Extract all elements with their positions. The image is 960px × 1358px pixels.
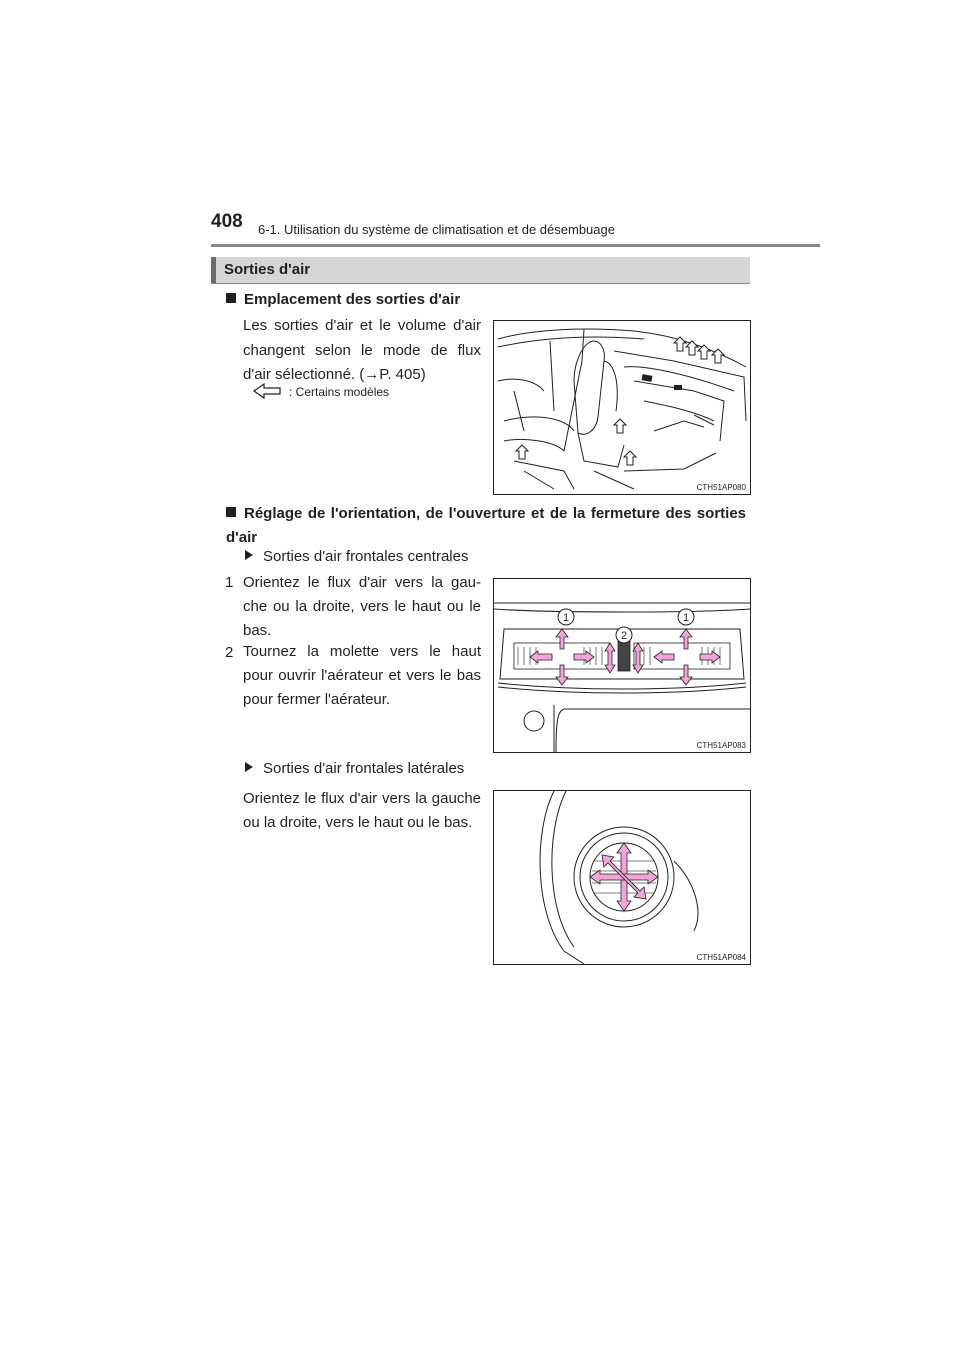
figure-code: CTH51AP080	[696, 483, 746, 492]
center-vents-illustration	[494, 579, 750, 752]
location-heading	[226, 288, 766, 312]
center-vents-title-text: Sorties d'air frontales centrales	[263, 548, 469, 565]
location-heading-text: Emplacement des sorties d'air	[244, 291, 461, 308]
legend-text: : Certains modèles	[289, 385, 390, 399]
section-title: Sorties d'air	[224, 261, 311, 278]
step-1-text: Orientez le flux d'air vers la gau-che ou la droite, vers le haut ou le bas.	[243, 574, 481, 639]
header-rule	[211, 244, 820, 247]
side-vents-title	[245, 760, 464, 777]
location-text: Les sorties d'air et le volume d'air changent selon le mode de flux d'air sélectionné. (→P. 405)	[243, 317, 481, 383]
section-bar-accent	[211, 257, 216, 283]
page-number: 408	[211, 211, 243, 232]
side-vent-illustration	[494, 791, 750, 964]
car-interior-illustration	[494, 321, 750, 494]
adjustment-heading	[226, 502, 746, 550]
step-2-number: 2	[225, 644, 234, 661]
triangle-bullet-icon	[245, 762, 253, 772]
center-vents-figure	[493, 578, 751, 753]
section-underline	[211, 283, 750, 284]
side-vent-figure	[493, 790, 751, 965]
interior-figure	[493, 320, 751, 495]
square-bullet-icon	[226, 507, 236, 517]
callout-1-left: 1	[562, 612, 570, 624]
side-vents-text: Orientez le flux d'air vers la gauche ou la droite, vers le haut ou le bas.	[243, 790, 481, 831]
callout-1-right: 1	[682, 612, 690, 624]
center-vents-title	[245, 548, 468, 565]
figure-code: CTH51AP084	[696, 953, 746, 962]
step-2-text: Tournez la molette vers le haut pour ouvrir l'aérateur et vers le bas pour fermer l'aérateur.	[243, 643, 481, 708]
chapter-title: 6-1. Utilisation du système de climatisation et de désembuage	[258, 222, 615, 237]
callout-2: 2	[620, 630, 628, 642]
side-vents-title-text: Sorties d'air frontales latérales	[263, 760, 465, 777]
triangle-bullet-icon	[245, 550, 253, 560]
legend-arrow-icon	[253, 382, 281, 400]
square-bullet-icon	[226, 293, 236, 303]
step-1-number: 1	[225, 574, 234, 591]
adjustment-heading-text: Réglage de l'orientation, de l'ouverture et de la fermeture des sorties d'air	[226, 505, 746, 546]
figure-code: CTH51AP083	[696, 741, 746, 750]
